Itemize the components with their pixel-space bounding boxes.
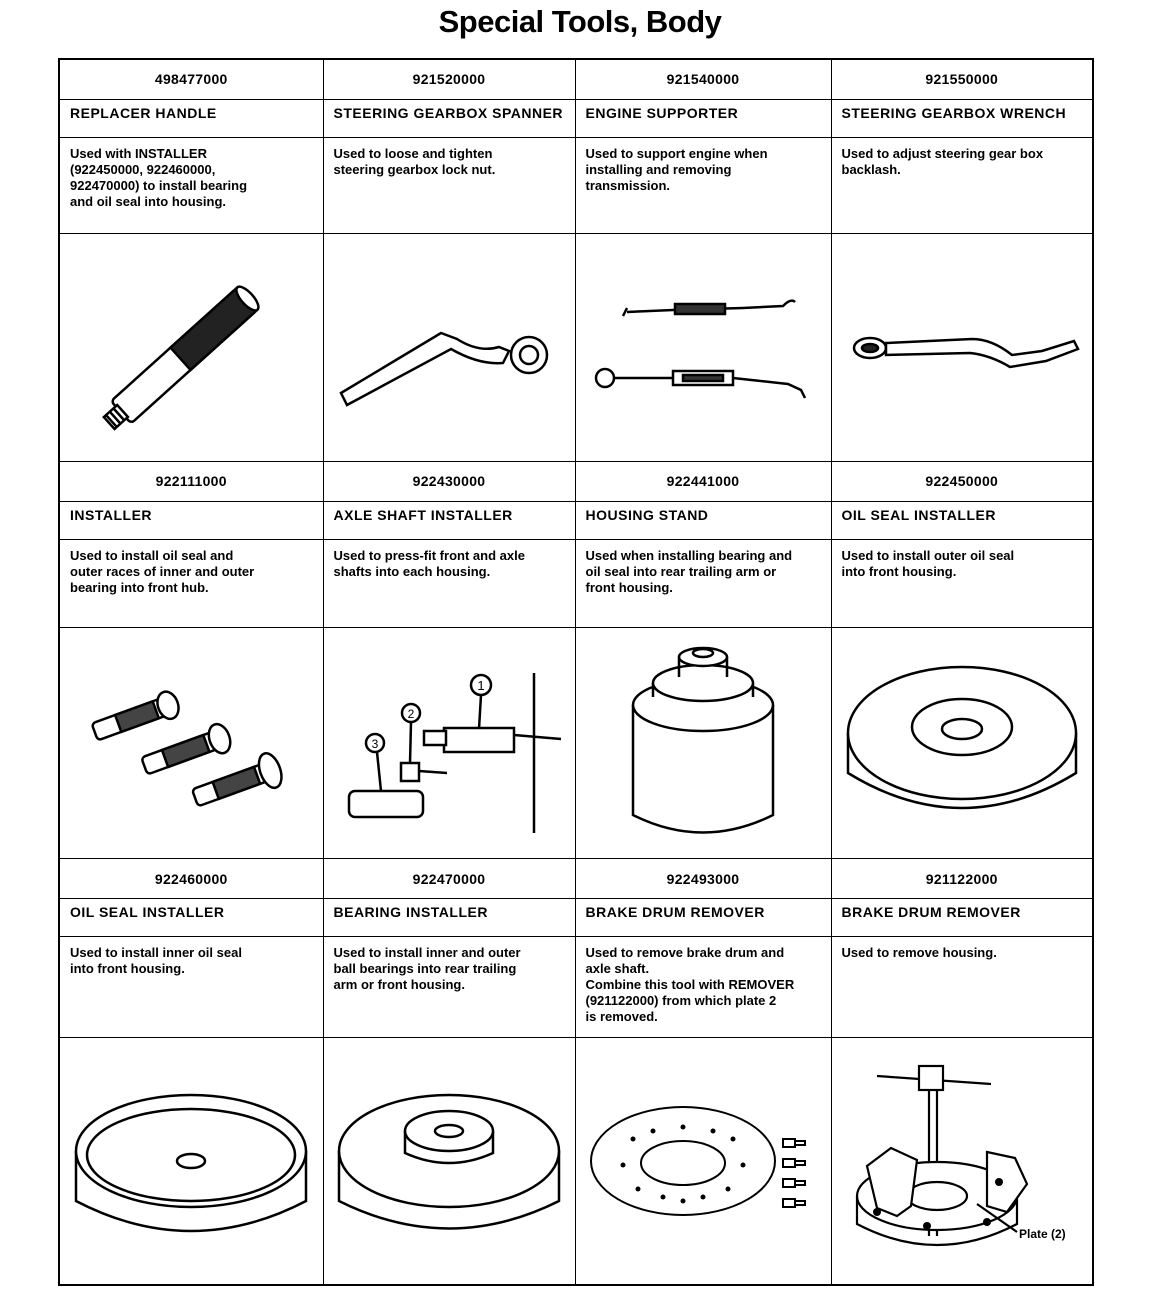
part-number: 921540000 bbox=[575, 59, 831, 99]
axle-shaft-installer-icon bbox=[329, 643, 569, 843]
callout-number: 3 bbox=[371, 736, 379, 751]
tool-name: BEARING INSTALLER bbox=[323, 899, 575, 937]
tool-description: Used to remove housing. bbox=[831, 937, 1093, 1038]
tool-name: HOUSING STAND bbox=[575, 501, 831, 539]
part-number: 922111000 bbox=[59, 461, 323, 501]
tool-name: STEERING GEARBOX WRENCH bbox=[831, 99, 1093, 137]
part-number: 922493000 bbox=[575, 858, 831, 898]
brake-drum-puller-icon bbox=[837, 1056, 1087, 1266]
gearbox-spanner-icon bbox=[329, 273, 569, 423]
tool-name: BRAKE DRUM REMOVER bbox=[575, 899, 831, 937]
part-number: 921122000 bbox=[831, 858, 1093, 898]
part-number: 921520000 bbox=[323, 59, 575, 99]
gearbox-wrench-icon bbox=[842, 293, 1082, 403]
tool-illustration bbox=[323, 234, 575, 461]
part-number: 921550000 bbox=[831, 59, 1093, 99]
tool-illustration bbox=[831, 234, 1093, 461]
tool-description: Used to adjust steering gear box backlash. bbox=[831, 137, 1093, 234]
bearing-installer-icon bbox=[329, 1061, 569, 1261]
inner-oil-seal-installer-icon bbox=[66, 1061, 316, 1261]
tool-description: Used to press-fit front and axle shafts into each housing. bbox=[323, 540, 575, 627]
callout-number: 2 bbox=[407, 706, 415, 721]
tool-illustration bbox=[831, 1037, 1093, 1285]
tool-description: Used to loose and tighten steering gearbox lock nut. bbox=[323, 137, 575, 234]
tool-illustration bbox=[59, 627, 323, 858]
tool-illustration bbox=[323, 627, 575, 858]
part-number: 922450000 bbox=[831, 461, 1093, 501]
plate-callout: Plate (2) bbox=[1018, 1226, 1066, 1241]
tool-description: Used to support engine when installing and removing transmission. bbox=[575, 137, 831, 234]
tool-description: Used to install oil seal and outer races of inner and outer bearing into front hub. bbox=[59, 540, 323, 627]
tool-name: REPLACER HANDLE bbox=[59, 99, 323, 137]
engine-supporter-icon bbox=[583, 278, 823, 418]
tool-illustration bbox=[323, 1037, 575, 1285]
tool-name: BRAKE DRUM REMOVER bbox=[831, 899, 1093, 937]
tool-illustration bbox=[575, 1037, 831, 1285]
part-number: 922460000 bbox=[59, 858, 323, 898]
tool-name: AXLE SHAFT INSTALLER bbox=[323, 501, 575, 539]
oil-seal-installer-icon bbox=[842, 643, 1082, 843]
tool-name: OIL SEAL INSTALLER bbox=[59, 899, 323, 937]
part-number: 922441000 bbox=[575, 461, 831, 501]
brake-drum-plate-icon bbox=[583, 1081, 823, 1241]
tool-description: Used when installing bearing and oil seal into rear trailing arm or front housing. bbox=[575, 540, 831, 627]
tool-description: Used to install inner oil seal into front housing. bbox=[59, 937, 323, 1038]
tool-description: Used to install inner and outer ball bearings into rear trailing arm or front housing. bbox=[323, 937, 575, 1038]
tool-illustration bbox=[575, 234, 831, 461]
part-number: 498477000 bbox=[59, 59, 323, 99]
tool-name: OIL SEAL INSTALLER bbox=[831, 501, 1093, 539]
tool-name: ENGINE SUPPORTER bbox=[575, 99, 831, 137]
housing-stand-icon bbox=[583, 635, 823, 850]
installer-icon bbox=[71, 668, 311, 818]
tool-illustration bbox=[831, 627, 1093, 858]
part-number: 922470000 bbox=[323, 858, 575, 898]
part-number: 922430000 bbox=[323, 461, 575, 501]
tool-illustration bbox=[59, 1037, 323, 1285]
special-tools-table bbox=[58, 58, 1094, 1286]
tool-name: STEERING GEARBOX SPANNER bbox=[323, 99, 575, 137]
tool-illustration bbox=[575, 627, 831, 858]
tool-description: Used to install outer oil seal into front housing. bbox=[831, 540, 1093, 627]
callout-number: 1 bbox=[477, 677, 485, 693]
tool-description: Used with INSTALLER (922450000, 922460000, 922470000) to install bearing and oil seal into housing. bbox=[59, 137, 323, 234]
page-title: Special Tools, Body bbox=[438, 4, 722, 39]
replacer-handle-icon bbox=[66, 248, 316, 448]
tool-name: INSTALLER bbox=[59, 501, 323, 539]
tool-description: Used to remove brake drum and axle shaft. Combine this tool with REMOVER (921122000) from which plate 2 is removed. bbox=[575, 937, 831, 1038]
tool-illustration bbox=[59, 234, 323, 461]
